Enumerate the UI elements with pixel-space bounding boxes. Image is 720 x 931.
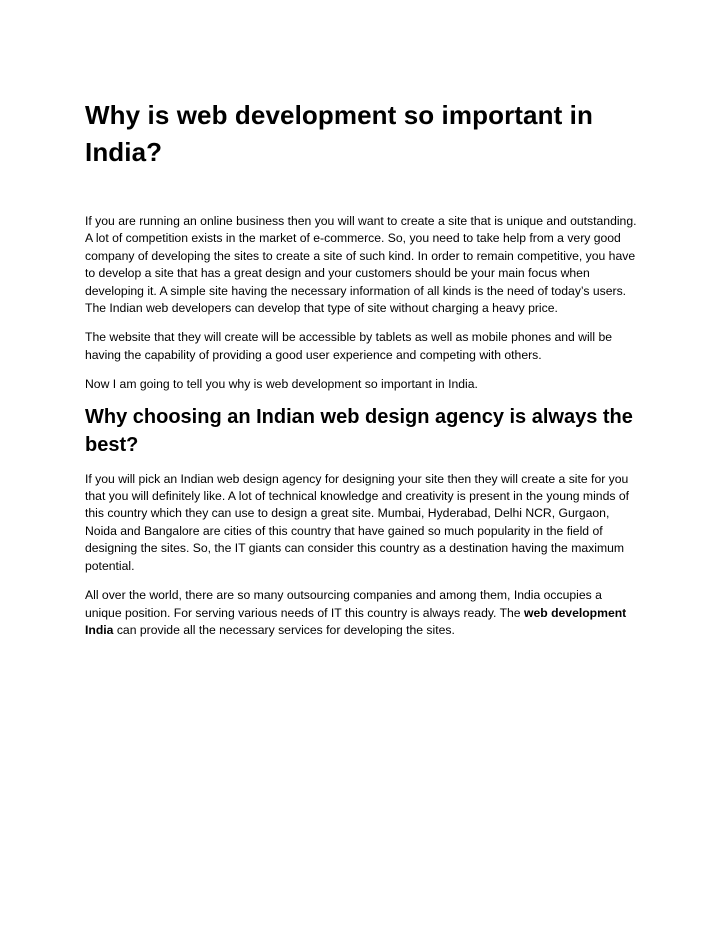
transition-paragraph: Now I am going to tell you why is web development so important in India. xyxy=(85,377,478,392)
section-heading: Why choosing an Indian web design agency is always the best? xyxy=(85,405,633,456)
web-development-india-bold: web development India xyxy=(85,605,627,637)
accessibility-paragraph: The website that they will create will be accessible by tablets as well as mobile phones and will be having the capability of providing a good user experience and competing with others. xyxy=(85,330,613,362)
page-title: Why is web development so important in India? xyxy=(85,100,593,167)
outsourcing-text-start: All over the world, there are so many outsourcing companies and among them, India occupies a unique position. For serving various needs of IT this country is always ready. The xyxy=(85,588,602,620)
section xyxy=(85,403,641,459)
document-page xyxy=(85,97,641,639)
intro-paragraph: If you are running an online business then you will want to create a site that is unique and outstanding. A lot of competition exists in the market of e-commerce. So, you need to take help from a very good company of developing the sites to create a site of such kind. In order to remain competitive, you have to develop a site that has a great design and your customers should be your main focus when developing it. A simple site having the necessary information of all kinds is the need of today’s users. The Indian web developers can develop that type of site without charging a heavy price. xyxy=(85,214,637,316)
agency-paragraph: If you will pick an Indian web design agency for designing your site then they will create a site for you that you will definitely like. A lot of technical knowledge and creativity is present in the young minds of this country which they can use to design a great site. Mumbai, Hyderabad, Delhi NCR, Gurgaon, Noida and Bangalore are cities of this country that have gained so much popularity in the field of designing the sites. So, the IT giants can consider this country as a destination having the maximum potential. xyxy=(85,471,629,573)
outsourcing-text-end: can provide all the necessary services for developing the sites. xyxy=(113,622,455,637)
outsourcing-paragraph xyxy=(85,587,641,639)
